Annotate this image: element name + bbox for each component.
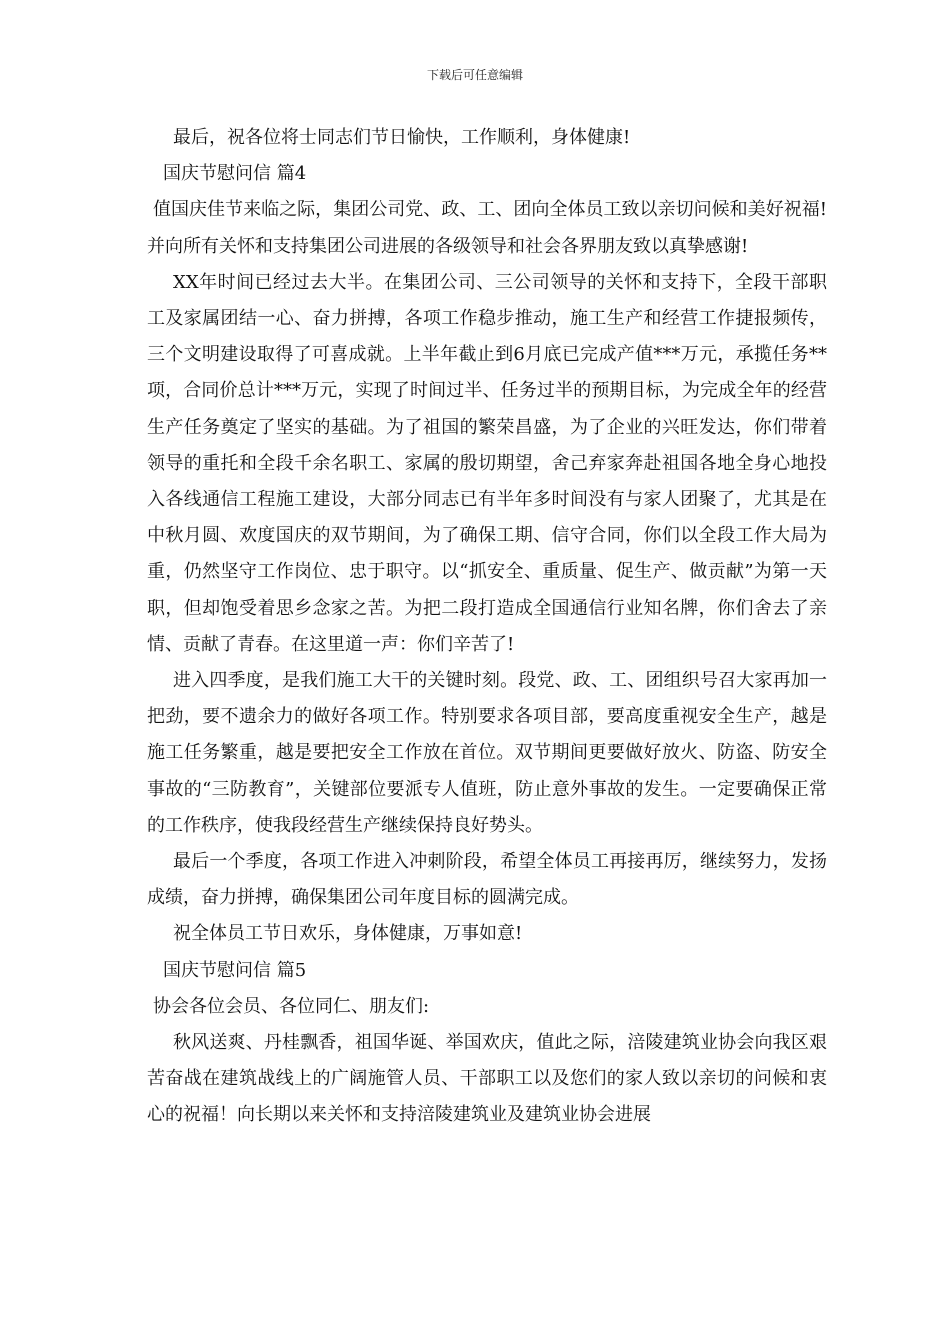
paragraph-intro-4: 值国庆佳节来临之际，集团公司党、政、工、团向全体员工致以亲切问候和美好祝福!并向所有关怀和支持集团公司进展的各级领导和社会各界朋友致以真挚感谢! (147, 199, 827, 257)
salutation-5: 协会各位会员、各位同仁、朋友们: (153, 995, 430, 1017)
paragraph-wishes: 祝全体员工节日欢乐，身体健康，万事如意! (173, 923, 523, 945)
closing-paragraph: 最后，祝各位将士同志们节日愉快，工作顺利，身体健康! (173, 127, 631, 148)
section-title-4: 国庆节慰问信 篇4 (163, 163, 307, 185)
paragraph-body-5: 秋风送爽、丹桂飘香，祖国华诞、举国欢庆，值此之际，涪陵建筑业协会向我区艰苦奋战在建筑战线上的广阔施管人员、干部职工以及您们的家人致以亲切的问候和衷心的祝福！向长期以来关怀和支持涪陵建筑业及建筑业协会进展 (147, 1032, 827, 1126)
document-body (147, 120, 827, 1134)
paragraph-body-4: XX年时间已经过去大半。在集团公司、三公司领导的关怀和支持下，全段干部职工及家属团结一心、奋力拼搏，各项工作稳步推动，施工生产和经营工作捷报频传，三个文明建设取得了可喜成就。上半年截止到6月底已完成产值***万元，承揽任务**项，合同价总计***万元，实现了时间过半、任务过半的预期目标，为完成全年的经营生产任务奠定了坚实的基础。为了祖国的繁荣昌盛，为了企业的兴旺发达，你们带着领导的重托和全段千余名职工、家属的殷切期望，舍己弃家奔赴祖国各地全身心地投入各线通信工程施工建设，大部分同志已有半年多时间没有与家人团聚了，尤其是在中秋月圆、欢度国庆的双节期间，为了确保工期、信守合同，你们以全段工作大局为重，仍然坚守工作岗位、忠于职守。以“抓安全、重质量、促生产、做贡献”为第一天职，但却饱受着思乡念家之苦。为把二段打造成全国通信行业知名牌，你们舍去了亲情、贡献了青春。在这里道一声：你们辛苦了! (147, 271, 827, 655)
paragraph-last-quarter: 最后一个季度，各项工作进入冲刺阶段，希望全体员工再接再厉，继续努力，发扬成绩，奋力拼搏，确保集团公司年度目标的圆满完成。 (147, 851, 827, 909)
paragraph-fourth-quarter: 进入四季度，是我们施工大干的关键时刻。段党、政、工、团组织号召大家再加一把劲，要不遗余力的做好各项工作。特别要求各项目部，要高度重视安全生产，越是施工任务繁重，越是要把安全工作放在首位。双节期间更要做好放火、防盗、防安全事故的“三防教育”，关键部位要派专人值班，防止意外事故的发生。一定要确保正常的工作秩序，使我段经营生产继续保持良好势头。 (147, 670, 827, 836)
section-title-5: 国庆节慰问信 篇5 (163, 959, 307, 981)
page-header: 下载后可任意编辑 (426, 68, 523, 82)
